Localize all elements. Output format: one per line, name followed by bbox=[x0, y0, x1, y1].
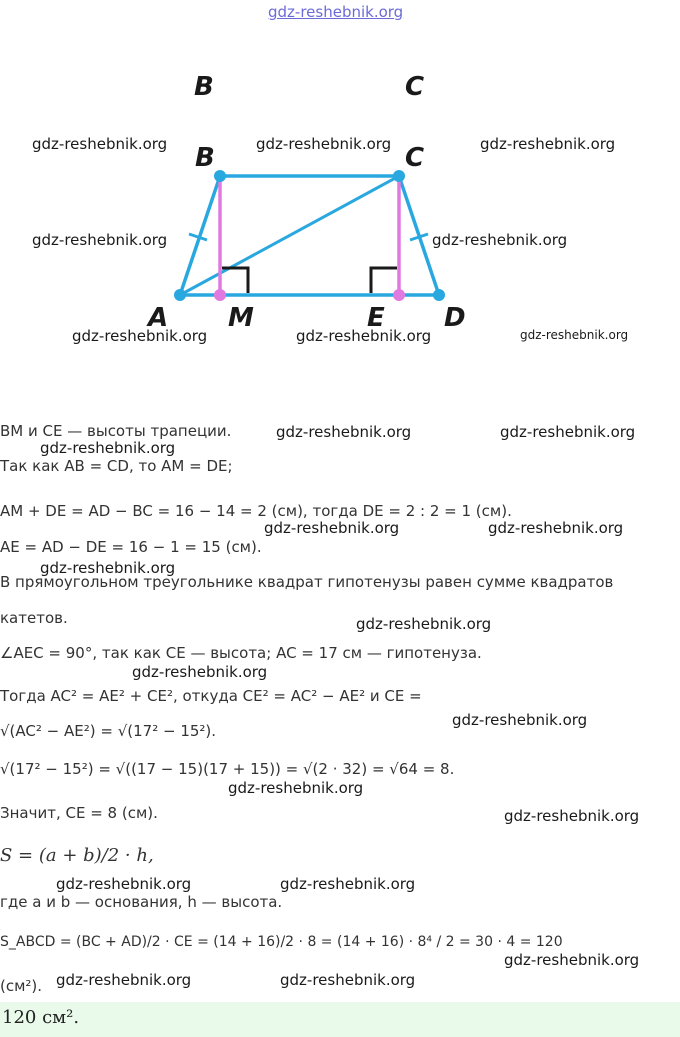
label-e: E bbox=[367, 303, 385, 333]
point-e bbox=[393, 289, 405, 301]
watermark: gdz-reshebnik.org bbox=[504, 807, 640, 825]
solution-line-2: Так как AB = CD, то AM = DE; bbox=[0, 457, 233, 475]
label-d: D bbox=[444, 303, 466, 333]
solution-line-5b: катетов. bbox=[0, 609, 68, 627]
watermark: gdz-reshebnik.org bbox=[296, 327, 432, 345]
watermark: gdz-reshebnik.org bbox=[520, 328, 629, 342]
watermark: gdz-reshebnik.org bbox=[56, 875, 192, 893]
right-angle-e bbox=[371, 268, 397, 293]
point-m bbox=[214, 289, 226, 301]
watermark: gdz-reshebnik.org bbox=[452, 711, 588, 729]
solution-line-1: BM и CE — высоты трапеции. bbox=[0, 422, 232, 440]
watermark: gdz-reshebnik.org bbox=[32, 231, 168, 249]
watermark: gdz-reshebnik.org bbox=[432, 231, 568, 249]
watermark: gdz-reshebnik.org bbox=[488, 519, 624, 537]
solution-line-5a: В прямоугольном треугольнике квадрат гипотенузы равен сумме квадратов bbox=[0, 573, 614, 591]
point-c bbox=[393, 170, 405, 182]
top-label-c: C bbox=[405, 72, 425, 102]
solution-line-7: Тогда AC² = AE² + CE², откуда CE² = AC² − AE² и CE = bbox=[0, 687, 422, 705]
watermark: gdz-reshebnik.org bbox=[40, 559, 176, 577]
watermark: gdz-reshebnik.org bbox=[504, 951, 640, 969]
solution-line-11: S = (a + b)/2 · h, bbox=[0, 845, 154, 866]
watermark: gdz-reshebnik.org bbox=[40, 439, 176, 457]
watermark: gdz-reshebnik.org bbox=[56, 971, 192, 989]
top-label-b: B bbox=[194, 72, 214, 102]
solution-line-12: где a и b — основания, h — высота. bbox=[0, 893, 283, 911]
watermark: gdz-reshebnik.org bbox=[264, 519, 400, 537]
label-c: C bbox=[405, 143, 425, 173]
watermark: gdz-reshebnik.org bbox=[280, 875, 416, 893]
solution-line-6: ∠AEC = 90°, так как CE — высота; AC = 17 см — гипотенуза. bbox=[0, 644, 482, 662]
answer-text: 120 см². bbox=[2, 1007, 80, 1028]
solution-line-4: AE = AD − DE = 16 − 1 = 15 (см). bbox=[0, 538, 262, 556]
watermark: gdz-reshebnik.org bbox=[132, 663, 268, 681]
point-a bbox=[174, 289, 186, 301]
label-a: A bbox=[148, 303, 169, 333]
watermark: gdz-reshebnik.org bbox=[276, 423, 412, 441]
watermark: gdz-reshebnik.org bbox=[256, 135, 392, 153]
watermark: gdz-reshebnik.org bbox=[72, 327, 208, 345]
trapezoid-figure bbox=[0, 60, 680, 390]
point-d bbox=[433, 289, 445, 301]
watermark: gdz-reshebnik.org bbox=[228, 779, 364, 797]
watermark: gdz-reshebnik.org bbox=[32, 135, 168, 153]
solution-line-8: √(AC² − AE²) = √(17² − 15²). bbox=[0, 722, 217, 740]
watermark-top[interactable]: gdz-reshebnik.org bbox=[268, 3, 404, 21]
solution-line-13: S_ABCD = (BC + AD)/2 · CE = (14 + 16)/2 · 8 = (14 + 16) · 8⁴ / 2 = 30 · 4 = 120 bbox=[0, 934, 563, 950]
label-m: M bbox=[228, 303, 254, 333]
solution-line-13-unit: (см²). bbox=[0, 977, 43, 995]
watermark: gdz-reshebnik.org bbox=[356, 615, 492, 633]
point-b bbox=[214, 170, 226, 182]
solution-line-3: AM + DE = AD − BC = 16 − 14 = 2 (см), тогда DE = 2 : 2 = 1 (см). bbox=[0, 502, 512, 520]
solution-line-10: Значит, CE = 8 (см). bbox=[0, 804, 158, 822]
solution-line-9: √(17² − 15²) = √((17 − 15)(17 + 15)) = √(2 · 32) = √64 = 8. bbox=[0, 760, 455, 778]
answer-bar bbox=[0, 1002, 680, 1037]
watermark: gdz-reshebnik.org bbox=[480, 135, 616, 153]
watermark: gdz-reshebnik.org bbox=[500, 423, 636, 441]
label-b: B bbox=[195, 143, 215, 173]
watermark: gdz-reshebnik.org bbox=[280, 971, 416, 989]
